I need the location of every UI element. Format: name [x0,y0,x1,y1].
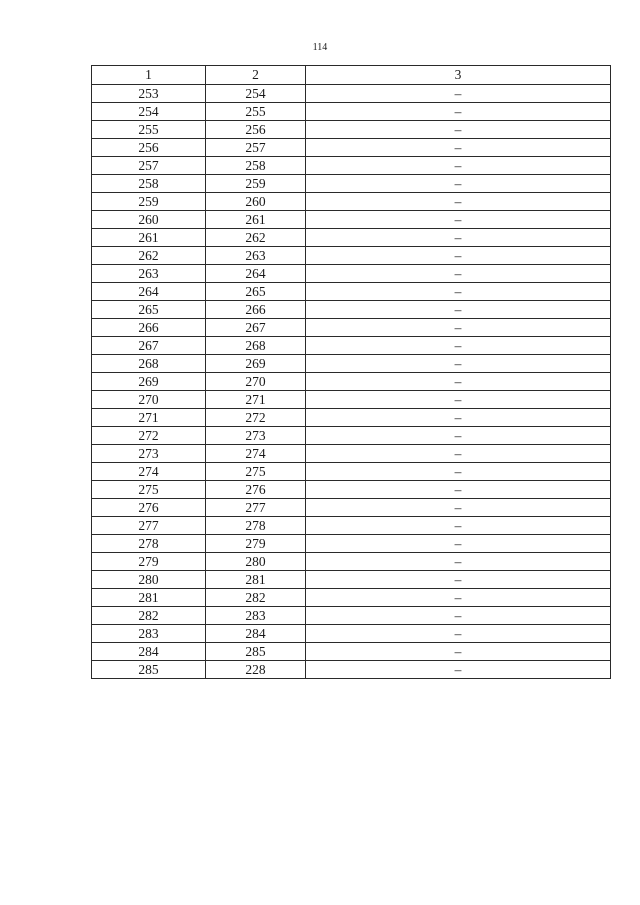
table-row [92,391,611,409]
table-cell: 284 [92,643,206,661]
table-row [92,175,611,193]
table-cell: 264 [92,283,206,301]
table-cell: 268 [92,355,206,373]
table-cell: 269 [206,355,306,373]
table-row [92,265,611,283]
table-row [92,121,611,139]
table-cell: – [306,661,611,679]
table-cell: – [306,373,611,391]
table-cell: – [306,535,611,553]
table-cell: 276 [92,499,206,517]
table-row [92,661,611,679]
table-cell: – [306,625,611,643]
table-row [92,139,611,157]
table-row [92,409,611,427]
table-cell: 272 [206,409,306,427]
table-cell: – [306,607,611,625]
table-cell: 256 [92,139,206,157]
table-cell: – [306,103,611,121]
table-row [92,643,611,661]
table-cell: – [306,157,611,175]
table-cell: 283 [206,607,306,625]
table-cell: 281 [206,571,306,589]
table-row [92,103,611,121]
table-cell: – [306,589,611,607]
table-row [92,481,611,499]
table-cell: – [306,409,611,427]
table-cell: – [306,571,611,589]
header-row [92,66,611,85]
table-header [92,66,611,85]
table-cell: 262 [92,247,206,265]
table-row [92,355,611,373]
table-cell: – [306,211,611,229]
table-cell: 282 [92,607,206,625]
table-cell: 265 [206,283,306,301]
table-cell: – [306,139,611,157]
table-cell: 255 [92,121,206,139]
table-cell: 267 [92,337,206,355]
column-header: 1 [92,66,206,85]
table-cell: – [306,445,611,463]
table-cell: 276 [206,481,306,499]
table-cell: 260 [206,193,306,211]
table-cell: 254 [206,85,306,103]
table-cell: 281 [92,589,206,607]
table-cell: – [306,175,611,193]
table-row [92,427,611,445]
table-cell: 272 [92,427,206,445]
table-row [92,553,611,571]
table-cell: – [306,283,611,301]
column-header: 3 [306,66,611,85]
table-cell: – [306,481,611,499]
table-cell: 268 [206,337,306,355]
table-cell: 271 [92,409,206,427]
table-cell: 280 [92,571,206,589]
table-cell: – [306,427,611,445]
table-cell: 279 [92,553,206,571]
table-cell: 285 [92,661,206,679]
table-cell: 274 [92,463,206,481]
table-row [92,211,611,229]
table-cell: – [306,517,611,535]
table-cell: 283 [92,625,206,643]
table-cell: 263 [206,247,306,265]
table-cell: 265 [92,301,206,319]
table-row [92,283,611,301]
table-cell: – [306,121,611,139]
table-cell: – [306,463,611,481]
table-cell: 263 [92,265,206,283]
table-cell: 261 [206,211,306,229]
table-cell: 273 [206,427,306,445]
table-cell: 261 [92,229,206,247]
table-cell: 284 [206,625,306,643]
table-cell: – [306,85,611,103]
table-row [92,157,611,175]
table-row [92,337,611,355]
table-cell: 257 [92,157,206,175]
data-table [91,65,611,679]
page-number: 114 [312,42,328,53]
table-cell: 280 [206,553,306,571]
table-row [92,445,611,463]
table-cell: 269 [92,373,206,391]
table-cell: 228 [206,661,306,679]
table-cell: – [306,553,611,571]
table-cell: 267 [206,319,306,337]
table-cell: 266 [206,301,306,319]
table-cell: – [306,265,611,283]
table-cell: 254 [92,103,206,121]
table-row [92,499,611,517]
table-body [92,85,611,679]
table-cell: – [306,643,611,661]
table-cell: 270 [206,373,306,391]
table-cell: 277 [206,499,306,517]
table-cell: 270 [92,391,206,409]
table-cell: – [306,499,611,517]
table-row [92,517,611,535]
table-cell: 258 [206,157,306,175]
table-cell: 260 [92,211,206,229]
table-cell: – [306,247,611,265]
table-row [92,571,611,589]
table-row [92,625,611,643]
table-cell: 278 [92,535,206,553]
table-cell: – [306,319,611,337]
table-row [92,535,611,553]
table-row [92,229,611,247]
table-row [92,193,611,211]
table-row [92,319,611,337]
table-row [92,373,611,391]
table-cell: 275 [92,481,206,499]
column-header: 2 [206,66,306,85]
table-cell: 259 [206,175,306,193]
table-cell: 266 [92,319,206,337]
table-cell: – [306,355,611,373]
table-cell: 256 [206,121,306,139]
table-cell: 285 [206,643,306,661]
table-cell: – [306,229,611,247]
table-row [92,607,611,625]
table-cell: 255 [206,103,306,121]
table-cell: – [306,193,611,211]
table-row [92,301,611,319]
table-cell: 257 [206,139,306,157]
table-cell: 262 [206,229,306,247]
table-cell: 282 [206,589,306,607]
table-cell: 259 [92,193,206,211]
table-row [92,463,611,481]
table-cell: – [306,301,611,319]
table-cell: 264 [206,265,306,283]
table-row [92,85,611,103]
table-cell: 277 [92,517,206,535]
table-cell: 271 [206,391,306,409]
table-row [92,247,611,265]
table-cell: 275 [206,463,306,481]
table-cell: 278 [206,517,306,535]
table-cell: – [306,391,611,409]
table-cell: 258 [92,175,206,193]
table-row [92,589,611,607]
table-cell: 253 [92,85,206,103]
table-cell: – [306,337,611,355]
table-cell: 279 [206,535,306,553]
table-cell: 274 [206,445,306,463]
table-cell: 273 [92,445,206,463]
